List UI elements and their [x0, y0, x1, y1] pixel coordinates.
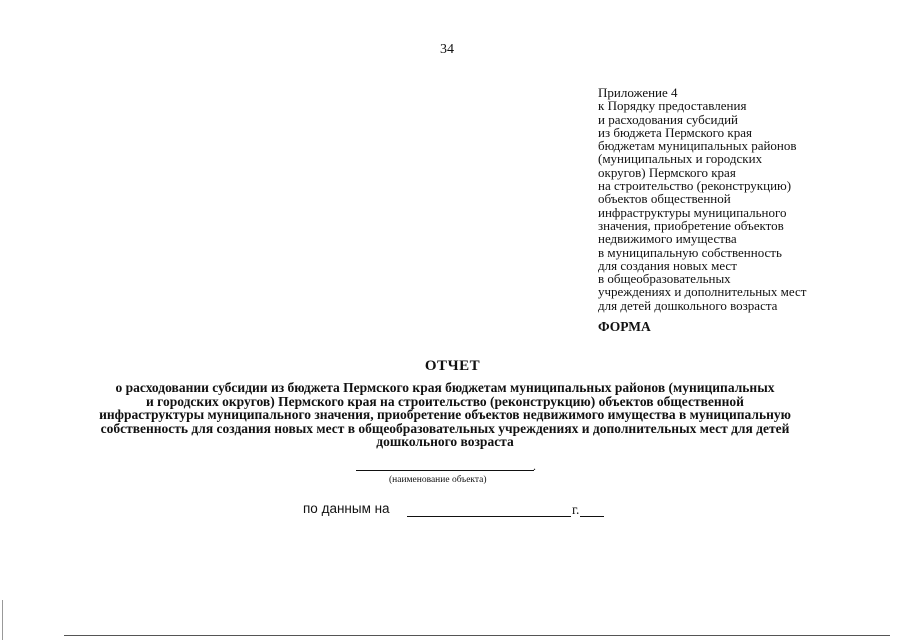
- report-subtitle: [40, 381, 850, 449]
- year-suffix: г.: [572, 502, 580, 517]
- appendix-block: [598, 86, 898, 312]
- report-subtitle-line: о расходовании субсидии из бюджета Пермского края бюджетам муниципальных районов (муниципальных: [115, 380, 775, 395]
- form-label: ФОРМА: [598, 319, 651, 334]
- report-subtitle-line: инфраструктуры муниципального значения, приобретение объектов недвижимого имущества в муниципальную: [99, 407, 791, 422]
- appendix-line: из бюджета Пермского края: [598, 124, 753, 140]
- object-name-field[interactable]: [356, 470, 534, 471]
- appendix-line: для создания новых мест: [598, 257, 737, 273]
- report-title: ОТЧЕТ: [424, 358, 481, 374]
- date-label: по данным на: [303, 501, 390, 516]
- report-subtitle-line: и городских округов) Пермского края на строительство (реконструкцию) объектов общественной: [146, 393, 744, 409]
- report-subtitle-line: собственность для создания новых мест в общеобразовательных учреждениях и дополнительных мест для детей: [100, 420, 790, 436]
- report-subtitle-line: дошкольного возраста: [376, 434, 514, 449]
- page-number: 34: [440, 42, 454, 57]
- appendix-line: к Порядку предоставления: [598, 98, 747, 114]
- scan-edge-left: [2, 600, 3, 640]
- object-name-caption: (наименование объекта): [389, 475, 487, 485]
- scan-edge-bottom: [64, 635, 890, 636]
- appendix-line: на строительство (реконструкцию): [598, 178, 792, 194]
- appendix-line: учреждениях и дополнительных мест: [598, 284, 807, 300]
- appendix-line: (муниципальных и городских: [598, 151, 763, 167]
- appendix-line: в муниципальную собственность: [598, 244, 782, 260]
- appendix-line: объектов общественной: [598, 191, 731, 207]
- year-field[interactable]: [580, 516, 604, 517]
- appendix-line: округов) Пермского края: [598, 164, 736, 180]
- appendix-line: в общеобразовательных: [598, 271, 731, 287]
- appendix-line: инфраструктуры муниципального: [598, 204, 787, 220]
- appendix-line: значения, приобретение объектов: [598, 217, 784, 233]
- object-name-trailing-mark: .: [533, 459, 536, 473]
- appendix-line: и расходования субсидий: [598, 111, 738, 127]
- appendix-line: для детей дошкольного возраста: [598, 297, 778, 313]
- appendix-line: бюджетам муниципальных районов: [598, 138, 797, 154]
- date-field[interactable]: [407, 516, 571, 517]
- appendix-line: Приложение 4: [598, 85, 678, 100]
- appendix-line: недвижимого имущества: [598, 231, 737, 247]
